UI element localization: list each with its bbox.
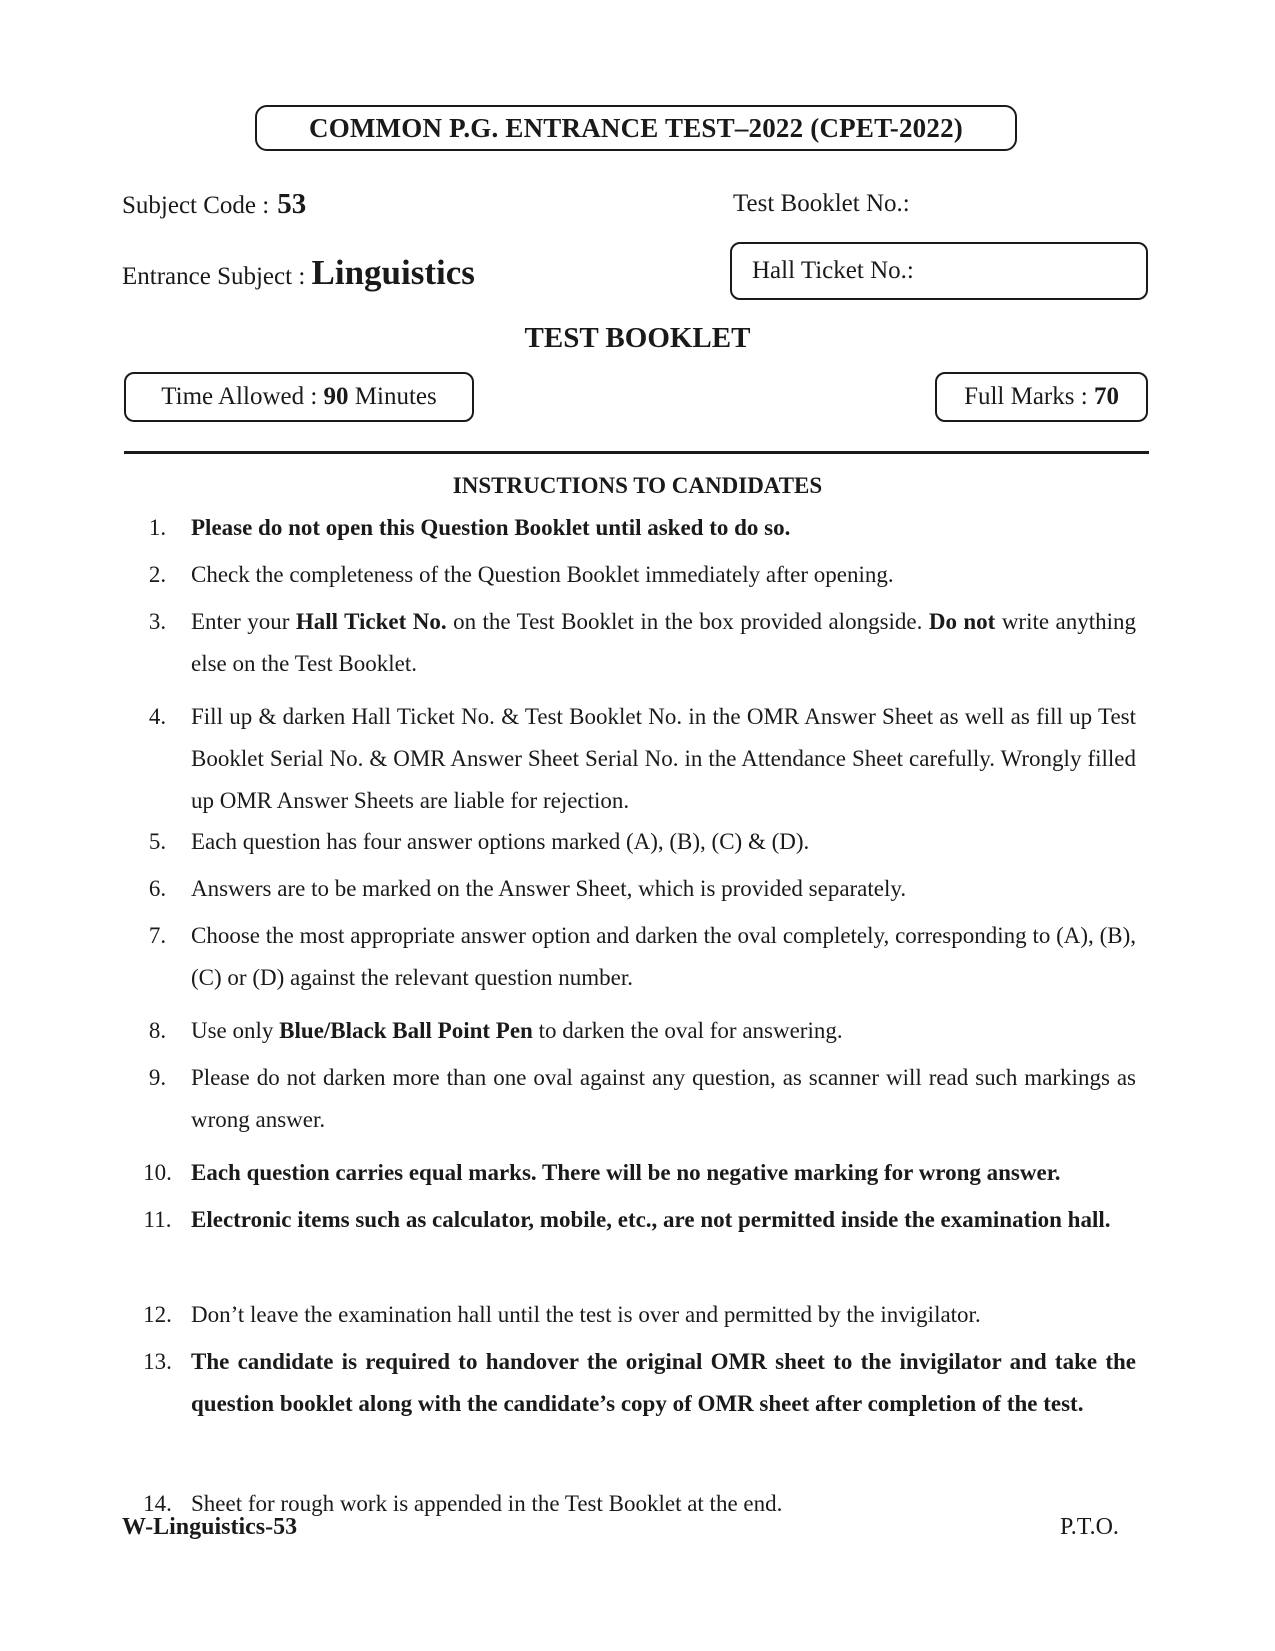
time-label: Time Allowed : <box>161 383 318 410</box>
instruction-number: 3. <box>148 609 167 634</box>
instruction-text <box>191 507 1136 549</box>
instruction-text-part: Choose the most appropriate answer option and darken the oval completely, corresponding to (A), (B), (C) or (D) against the relevant question number. <box>191 923 1136 990</box>
instruction-text <box>191 821 1136 863</box>
instruction-number: 13. <box>143 1349 172 1374</box>
instruction-bold-text: Please do not open this Question Booklet until asked to do so. <box>191 515 791 540</box>
instruction-text-part: Enter your <box>191 609 296 634</box>
time-unit: Minutes <box>354 383 437 410</box>
instruction-bold-text: Hall Ticket No. <box>295 609 447 634</box>
instruction-text <box>191 1010 1136 1052</box>
full-marks-box <box>935 372 1148 422</box>
instruction-item <box>124 1057 1136 1141</box>
instruction-bold-text: Each question carries equal marks. There will be no negative marking for wrong answer. <box>191 1160 1061 1185</box>
time-value: 90 <box>323 383 349 410</box>
instruction-bold-text: Electronic items such as calculator, mobile, etc., are not permitted inside the examination hall. <box>191 1207 1111 1232</box>
instruction-number: 6. <box>148 876 167 901</box>
subject-code-value: 53 <box>277 188 307 220</box>
instruction-item <box>124 601 1136 685</box>
instruction-bold-text: The candidate is required to handover the original OMR sheet to the invigilator and take the question booklet along with the candidate’s copy of OMR sheet after completion of the test. <box>191 1349 1136 1416</box>
marks-label: Full Marks : <box>964 383 1088 410</box>
instruction-number: 1. <box>148 515 167 540</box>
instruction-number: 12. <box>143 1302 172 1327</box>
marks-value: 70 <box>1093 383 1119 410</box>
instruction-text <box>191 1483 1136 1525</box>
instruction-item <box>124 1294 1136 1336</box>
instruction-item <box>124 868 1136 910</box>
instruction-text-part: on the Test Booklet in the box provided alongside. <box>446 609 929 634</box>
entrance-subject-value: Linguistics <box>311 253 475 292</box>
instruction-number: 10. <box>143 1160 172 1185</box>
instruction-item <box>124 821 1136 863</box>
instruction-number: 5. <box>148 829 167 854</box>
instruction-item <box>124 1341 1136 1425</box>
subject-code-label: Subject Code : <box>122 192 270 219</box>
hall-ticket-label: Hall Ticket No.: <box>752 257 914 284</box>
instruction-text-part: Fill up & darken Hall Ticket No. & Test Booklet No. in the OMR Answer Sheet as well as fill up Test Booklet Serial No. & OMR Answer Sheet Serial No. in the Attendance Sheet carefully. Wrongly filled up OMR Answer Sheets are liable for rejection. <box>191 704 1136 813</box>
instruction-text <box>191 1152 1136 1194</box>
footer-pto: P.T.O. <box>1060 1514 1119 1540</box>
instruction-bold-text: Do not <box>928 609 996 634</box>
hall-ticket-box[interactable] <box>730 242 1148 300</box>
instruction-number: 14. <box>143 1491 172 1516</box>
instructions-heading: INSTRUCTIONS TO CANDIDATES <box>452 473 823 498</box>
exam-title-box <box>255 105 1017 151</box>
instruction-number: 9. <box>148 1065 167 1090</box>
instruction-text-part: Don’t leave the examination hall until the test is over and permitted by the invigilator. <box>191 1302 981 1327</box>
instruction-text-part: Use only <box>191 1018 280 1043</box>
instruction-item <box>124 1152 1136 1194</box>
instruction-number: 7. <box>148 923 167 948</box>
instruction-text-part: Please do not darken more than one oval against any question, as scanner will read such markings as wrong answer. <box>191 1065 1136 1132</box>
instruction-item <box>124 554 1136 596</box>
instruction-bold-text: Blue/Black Ball Point Pen <box>279 1018 533 1043</box>
entrance-subject-line <box>122 253 475 293</box>
test-booklet-no-label: Test Booklet No.: <box>733 190 910 217</box>
instruction-text-part: Each question has four answer options marked (A), (B), (C) & (D). <box>191 829 810 854</box>
footer-code: W-Linguistics-53 <box>122 1514 298 1540</box>
instruction-item <box>124 915 1136 999</box>
instruction-number: 11. <box>143 1207 172 1232</box>
instruction-text-part: to darken the oval for answering. <box>532 1018 843 1043</box>
instruction-text <box>191 696 1136 822</box>
instruction-text <box>191 1057 1136 1141</box>
instruction-text <box>191 915 1136 999</box>
instruction-text-part: write anything else on the Test Booklet. <box>191 609 1137 676</box>
instruction-text-part: Answers are to be marked on the Answer Sheet, which is provided separately. <box>191 876 907 901</box>
instruction-text <box>191 1294 1136 1336</box>
instruction-text <box>191 1199 1136 1241</box>
instruction-item <box>124 507 1136 549</box>
time-allowed-box <box>124 372 474 422</box>
instruction-text <box>191 554 1136 596</box>
instruction-item <box>124 1199 1136 1241</box>
instruction-number: 2. <box>148 562 167 587</box>
instruction-item <box>124 696 1136 822</box>
instruction-text <box>191 868 1136 910</box>
instruction-text <box>191 1341 1136 1425</box>
instruction-item <box>124 1010 1136 1052</box>
exam-title: COMMON P.G. ENTRANCE TEST–2022 (CPET-2022) <box>309 112 963 143</box>
horizontal-divider <box>124 451 1149 454</box>
instruction-text-part: Sheet for rough work is appended in the Test Booklet at the end. <box>191 1491 783 1516</box>
subject-code-line <box>122 188 306 221</box>
instruction-number: 8. <box>148 1018 167 1043</box>
instruction-text <box>191 601 1136 685</box>
entrance-subject-label: Entrance Subject : <box>122 263 306 290</box>
booklet-title: TEST BOOKLET <box>524 322 751 354</box>
instruction-number: 4. <box>148 704 167 729</box>
instruction-text-part: Check the completeness of the Question Booklet immediately after opening. <box>191 562 894 587</box>
